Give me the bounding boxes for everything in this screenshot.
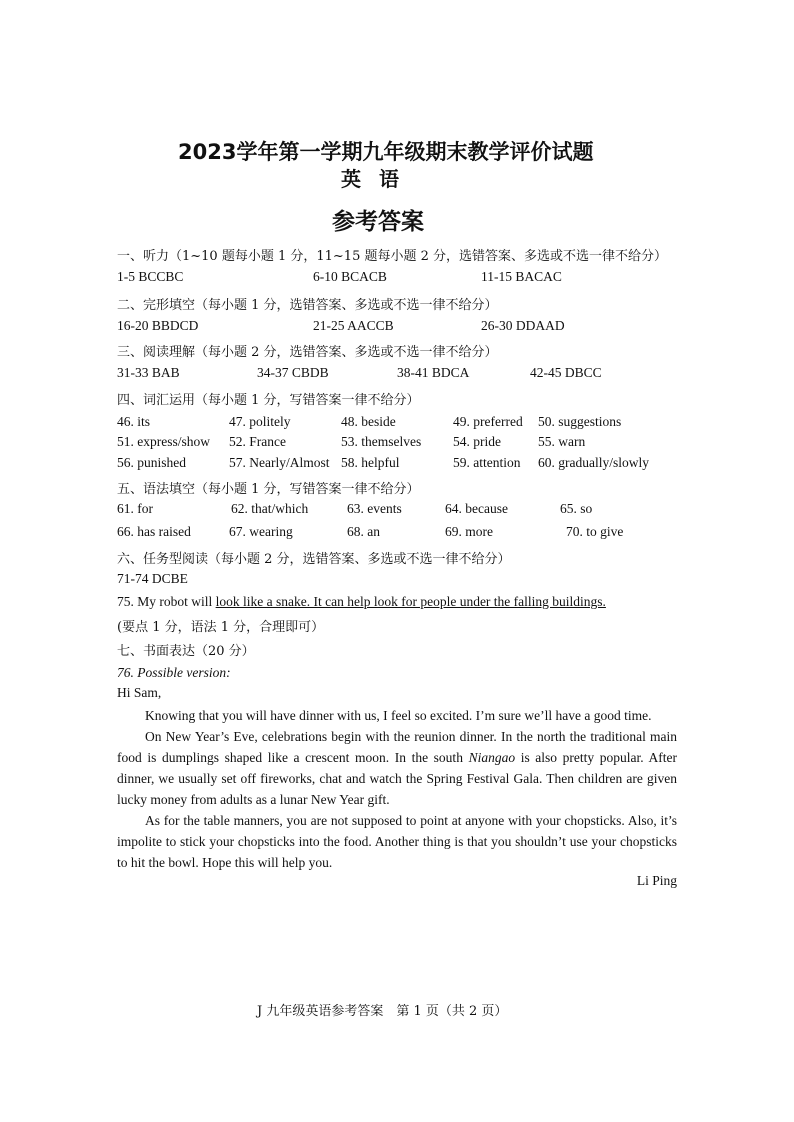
answer-53: 53. themselves	[341, 434, 422, 449]
letter-paragraph-2	[117, 726, 677, 810]
answer-71-74: 71-74 DCBE	[117, 571, 188, 586]
answer-70: 70. to give	[566, 524, 624, 539]
answer-61: 61. for	[117, 501, 153, 516]
section-6-title: 六、任务型阅读（每小题 2 分，选错答案、多选或不选一律不给分）	[117, 552, 511, 567]
page-footer: J 九年级英语参考答案 第 1 页（共 2 页）	[257, 1004, 508, 1019]
answer-59: 59. attention	[453, 455, 521, 470]
paragraph-2-part-b: is also pretty popular. After dinner, we usually set off fireworks, chat and watch the Spring Festival Gala. Then children are given lucky money from adults as a lunar New Year gift.	[117, 750, 677, 807]
answer-50: 50. suggestions	[538, 414, 622, 429]
answer-63: 63. events	[347, 501, 402, 516]
answer-56: 56. punished	[117, 455, 186, 470]
answer-51: 51. express/show	[117, 434, 210, 449]
section-7-title: 七、书面表达（20 分）	[117, 644, 255, 659]
answer-68: 68. an	[347, 524, 380, 539]
answer-58: 58. helpful	[341, 455, 400, 470]
answer-75-note: (要点 1 分，语法 1 分，合理即可）	[117, 620, 325, 635]
answer-38-41: 38-41 BDCA	[397, 365, 470, 380]
answer-48: 48. beside	[341, 414, 396, 429]
answer-75	[117, 594, 606, 610]
subject-title: 英语	[341, 167, 417, 191]
answer-16-20: 16-20 BBDCD	[117, 318, 199, 333]
answer-1-5: 1-5 BCCBC	[117, 269, 184, 284]
answer-57: 57. Nearly/Almost	[229, 455, 330, 470]
answer-52: 52. France	[229, 434, 286, 449]
answer-67: 67. wearing	[229, 524, 293, 539]
answer-62: 62. that/which	[231, 501, 309, 516]
answer-key-title: 参考答案	[332, 209, 424, 235]
exam-title: 2023学年第一学期九年级期末教学评价试题	[178, 140, 594, 164]
section-1-title: 一、听力（1~10 题每小题 1 分，11~15 题每小题 2 分，选错答案、多选或不选一律不给分）	[117, 249, 668, 264]
answer-75-prefix: 75. My robot will	[117, 594, 216, 609]
answer-42-45: 42-45 DBCC	[530, 365, 602, 380]
answer-55: 55. warn	[538, 434, 586, 449]
paragraph-2-niangao: Niangao	[468, 750, 516, 765]
section-2-title: 二、完形填空（每小题 1 分，选错答案、多选或不选一律不给分）	[117, 298, 498, 313]
answer-31-33: 31-33 BAB	[117, 365, 180, 380]
answer-47: 47. politely	[229, 414, 291, 429]
answer-75-underlined: look like a snake. It can help look for people under the falling buildings.	[215, 594, 606, 609]
section-3-title: 三、阅读理解（每小题 2 分，选错答案、多选或不选一律不给分）	[117, 345, 498, 360]
answer-54: 54. pride	[453, 434, 501, 449]
answer-26-30: 26-30 DDAAD	[481, 318, 565, 333]
section-4-title: 四、词汇运用（每小题 1 分，写错答案一律不给分）	[117, 393, 420, 408]
answer-64: 64. because	[445, 501, 508, 516]
answer-34-37: 34-37 CBDB	[257, 365, 329, 380]
answer-46: 46. its	[117, 414, 151, 429]
letter-signature: Li Ping	[636, 873, 677, 888]
answer-60: 60. gradually/slowly	[538, 455, 649, 470]
possible-version-label: 76. Possible version:	[117, 665, 231, 680]
answer-21-25: 21-25 AACCB	[313, 318, 394, 333]
answer-65: 65. so	[560, 501, 593, 516]
answer-69: 69. more	[445, 524, 493, 539]
answer-11-15: 11-15 BACAC	[481, 269, 562, 284]
letter-paragraph-3: As for the table manners, you are not supposed to point at anyone with your chopsticks. Also, it’s impolite to stick your chopsticks into the food. Another thing is that you shouldn’t use your chopsticks to hit the bowl. Hope this will help you.	[117, 813, 677, 870]
letter-greeting: Hi Sam,	[117, 685, 162, 700]
answer-66: 66. has raised	[117, 524, 191, 539]
paragraph-2-part-a: On New Year’s Eve, celebrations begin with the reunion dinner. In the north the traditional main food is dumplings shaped like a crescent moon. In the south	[117, 729, 677, 765]
section-5-title: 五、语法填空（每小题 1 分，写错答案一律不给分）	[117, 482, 420, 497]
letter-paragraph-1: Knowing that you will have dinner with us, I feel so excited. I’m sure we’ll have a good time.	[145, 708, 652, 723]
answer-6-10: 6-10 BCACB	[313, 269, 387, 284]
answer-49: 49. preferred	[453, 414, 523, 429]
